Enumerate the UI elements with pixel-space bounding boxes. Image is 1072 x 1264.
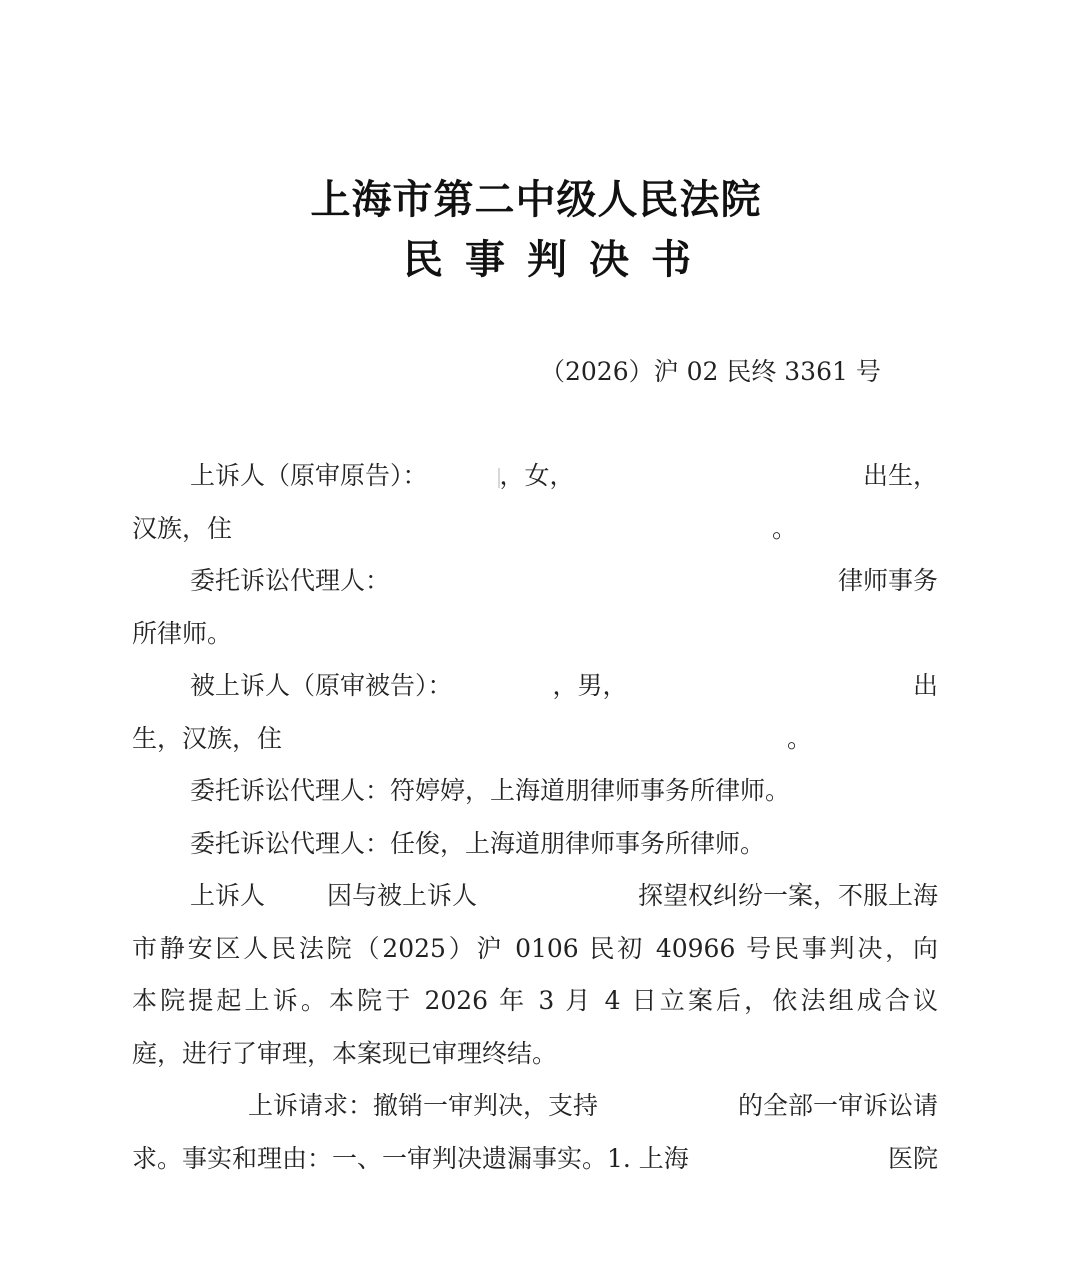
appellee-agent-1: 委托诉讼代理人：符婷婷，上海道朋律师事务所律师。 bbox=[190, 776, 791, 805]
appellant-ethnicity-address: 汉族，住 bbox=[132, 513, 233, 543]
case-number: （2026）沪 02 民终 3361 号 bbox=[540, 357, 881, 386]
appellant-agent-line-1 bbox=[132, 555, 938, 608]
court-name: 上海市第二中级人民法院 bbox=[310, 176, 762, 223]
appellee-label: 被上诉人（原审被告）： bbox=[190, 671, 453, 700]
appellant-born: 出生， bbox=[862, 461, 938, 490]
document-type-title: 民事判决书 bbox=[403, 236, 713, 283]
appellant-agent-line-2 bbox=[132, 608, 938, 661]
appellant-label: 上诉人（原审原告）： bbox=[190, 461, 428, 490]
appellant-line-end: 。 bbox=[772, 513, 798, 543]
procedure-appellee: 因与被上诉人 bbox=[327, 881, 478, 910]
appellee-agent-2: 委托诉讼代理人：任俊，上海道朋律师事务所律师。 bbox=[190, 828, 766, 858]
judgment-body bbox=[132, 450, 938, 1185]
procedure-line-3: 本院提起上诉。本院于 2026 年 3 月 4 日立案后，依法组成合议 bbox=[132, 986, 938, 1015]
appellant-line-2 bbox=[132, 503, 938, 556]
procedure-appellant: 上诉人 bbox=[190, 881, 266, 910]
procedure-line-4: 庭，进行了审理，本案现已审理终结。 bbox=[132, 1038, 558, 1068]
procedure-line-2: 市静安区人民法院（2025）沪 0106 民初 40966 号民事判决，向 bbox=[132, 933, 938, 963]
appellant-gender: ，女， bbox=[499, 461, 575, 490]
procedure-line-1 bbox=[132, 870, 938, 923]
appeal-request-tail: 的全部一审诉讼请 bbox=[737, 1091, 938, 1120]
appellee-line-end: 。 bbox=[787, 723, 813, 753]
appeal-reasons-tail: 医院 bbox=[887, 1143, 938, 1173]
appellant-agent-firm-tail: 律师事务 bbox=[837, 566, 938, 595]
appellee-ethnicity-address: 生，汉族，住 bbox=[132, 723, 283, 753]
appellee-gender: ，男， bbox=[552, 671, 628, 700]
appeal-reasons: 求。事实和理由：一、一审判决遗漏事实。1. 上海 bbox=[132, 1143, 689, 1173]
appeal-request: 上诉请求：撤销一审判决，支持 bbox=[248, 1091, 599, 1120]
appeal-line-1 bbox=[132, 1080, 938, 1133]
appellant-agent-end: 所律师。 bbox=[132, 618, 233, 648]
procedure-dispute: 探望权纠纷一案，不服上海 bbox=[637, 881, 938, 910]
appellant-line-1 bbox=[132, 450, 938, 503]
appellee-born: 出 bbox=[912, 671, 938, 700]
appeal-line-2 bbox=[132, 1133, 938, 1186]
appellee-line-1 bbox=[132, 660, 938, 713]
appellee-line-2 bbox=[132, 713, 938, 766]
appellant-agent-label: 委托诉讼代理人： bbox=[190, 566, 391, 595]
